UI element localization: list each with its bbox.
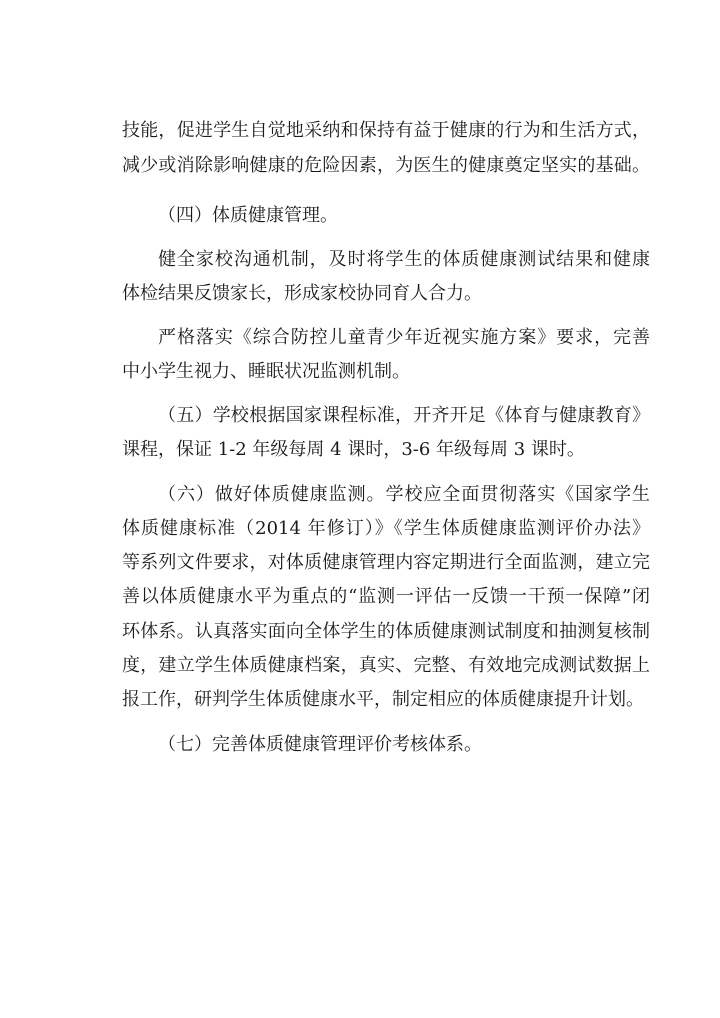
paragraph-6-line-1: （六）做好体质健康监测。学校应全面贯彻落实《国家学生 [158, 484, 650, 505]
paragraph-3-line-1: 健全家校沟通机制，及时将学生的体质健康测试结果和健康 [158, 249, 650, 270]
paragraph-5-line-1: （五）学校根据国家课程标准，开齐开足《体育与健康教育》 [158, 405, 650, 426]
paragraph-3-line-2: 体检结果反馈家长，形成家校协同育人合力。 [122, 283, 482, 304]
paragraph-6-line-4: 善以体质健康水平为重点的“监测一评估一反馈一干预一保障”闭 [122, 586, 650, 607]
paragraph-5-line-2: 课程，保证 1-2 年级每周 4 课时，3-6 年级每周 3 课时。 [122, 439, 585, 460]
paragraph-6-line-7: 报工作，研判学生体质健康水平，制定相应的体质健康提升计划。 [122, 689, 644, 710]
paragraph-4-line-2: 中小学生视力、睡眠状况监测机制。 [122, 361, 410, 382]
paragraph-1-line-2: 减少或消除影响健康的危险因素，为医生的健康奠定坚实的基础。 [122, 155, 650, 176]
paragraph-1-line-1: 技能，促进学生自觉地采纳和保持有益于健康的行为和生活方式， [122, 120, 650, 141]
paragraph-6-line-5: 环体系。认真落实面向全体学生的体质健康测试制度和抽测复核制 [122, 621, 650, 642]
paragraph-6-line-3: 等系列文件要求，对体质健康管理内容定期进行全面监测，建立完 [122, 552, 650, 573]
paragraph-4-line-1: 严格落实《综合防控儿童青少年近视实施方案》要求，完善 [158, 327, 650, 348]
paragraph-6-line-2: 体质健康标准（2014 年修订）》《学生体质健康监测评价办法》 [122, 518, 650, 539]
section-heading-4: （四）体质健康管理。 [158, 205, 338, 226]
paragraph-6-line-6: 度，建立学生体质健康档案，真实、完整、有效地完成测试数据上 [122, 655, 650, 676]
section-heading-7: （七）完善体质健康管理评价考核体系。 [158, 734, 482, 755]
